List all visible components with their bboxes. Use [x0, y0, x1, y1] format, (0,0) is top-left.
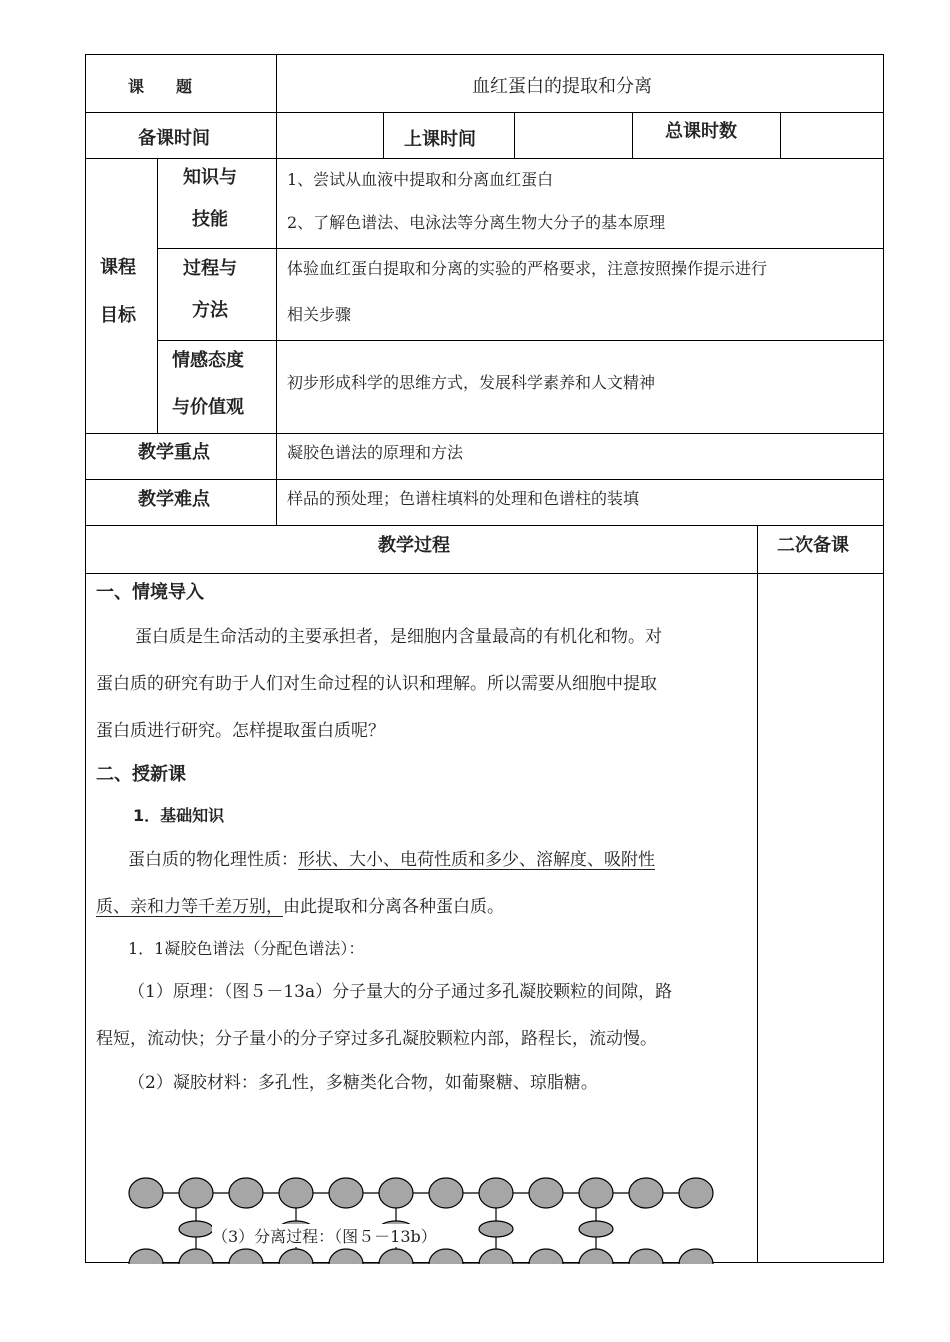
attitude-content-cell [276, 340, 884, 434]
second-prep-header-cell [757, 525, 884, 574]
key-point-content-cell [276, 433, 884, 480]
process-line2: 相关步骤 [287, 305, 352, 324]
knowledge-label-line2: 技能 [192, 209, 228, 230]
gel-bead-bottom [279, 1249, 313, 1264]
sub1-title: 1．基础知识 [133, 806, 225, 825]
prep-time-label: 备课时间 [138, 128, 210, 149]
attitude-label-cell [157, 340, 277, 434]
class-time-label-cell [383, 112, 515, 159]
second-prep-label: 二次备课 [777, 535, 849, 556]
gel-bead-bottom [579, 1249, 613, 1264]
topic-label-cell [85, 54, 277, 113]
process-line1: 体验血红蛋白提取和分离的实验的严格要求，注意按照操作提示进行 [287, 259, 768, 278]
gel-bead-bottom [479, 1249, 513, 1264]
principle-line2: 程短，流动快；分子量小的分子穿过多孔凝胶颗粒内部，路程长，流动慢。 [96, 1029, 657, 1049]
process-label-cell [157, 248, 277, 341]
props-prefix: 蛋白质的物化理性质： [128, 850, 298, 870]
material-line: （2）凝胶材料：多孔性，多糖类化合物，如葡聚糖、琼脂糖。 [128, 1073, 598, 1093]
gel-bead-top [679, 1178, 713, 1208]
gel-bead-bottom [229, 1249, 263, 1264]
props-underlined2: 质、亲和力等千差万别， [96, 897, 283, 917]
gel-bead-top [229, 1178, 263, 1208]
gel-bead-top [579, 1178, 613, 1208]
gel-bead-top [279, 1178, 313, 1208]
class-time-value[interactable] [514, 112, 633, 159]
gel-bead-diagram [86, 574, 759, 1264]
gel-bead-bottom [129, 1249, 163, 1264]
process-label-line1: 过程与 [183, 258, 237, 279]
knowledge-line2: 2、了解色谱法、电泳法等分离生物大分子的基本原理 [287, 213, 666, 232]
process-label-line2: 方法 [192, 300, 228, 321]
gel-bead-bottom [379, 1249, 413, 1264]
process-content-area [85, 573, 758, 1263]
process-content-cell [276, 248, 884, 341]
intro-line3: 蛋白质进行研究。怎样提取蛋白质呢？ [96, 721, 385, 741]
gel-bead-top [529, 1178, 563, 1208]
gel-bead-bottom [529, 1249, 563, 1264]
objectives-label-cell [85, 158, 158, 434]
class-time-label: 上课时间 [404, 129, 476, 150]
intro-line2: 蛋白质的研究有助于人们对生命过程的认识和理解。所以需要从细胞中提取 [96, 674, 657, 694]
gel-bead-top [379, 1178, 413, 1208]
gel-bead-top [629, 1178, 663, 1208]
gel-crosslink-bead [179, 1221, 213, 1237]
props-suffix: 由此提取和分离各种蛋白质。 [283, 897, 504, 917]
gel-bead-bottom [629, 1249, 663, 1264]
gel-bead-top [479, 1178, 513, 1208]
difficulty-label-cell [85, 479, 277, 526]
gel-crosslink-bead [579, 1221, 613, 1237]
key-point-label-cell [85, 433, 277, 480]
total-hours-label: 总课时数 [665, 121, 737, 142]
process-header-cell [85, 525, 758, 574]
attitude-text: 初步形成科学的思维方式，发展科学素养和人文精神 [287, 373, 656, 392]
total-hours-label-cell [632, 112, 781, 159]
second-prep-column[interactable] [757, 573, 884, 1263]
gel-crosslink-bead [479, 1221, 513, 1237]
total-hours-value[interactable] [780, 112, 884, 159]
difficulty-label: 教学难点 [138, 489, 210, 510]
gel-bead-bottom [429, 1249, 463, 1264]
knowledge-line1: 1、尝试从血液中提取和分离血红蛋白 [287, 170, 554, 189]
separation-line: （3）分离过程：（图５－13b） [212, 1224, 437, 1247]
principle-line1: （1）原理：（图５－13a）分子量大的分子通过多孔凝胶颗粒的间隙，路 [128, 982, 673, 1002]
props-underlined1: 形状、大小、电荷性质和多少、溶解度、吸附性 [298, 850, 655, 870]
difficulty-content-cell [276, 479, 884, 526]
section1-title: 一、情境导入 [96, 582, 204, 603]
gel-bead-top [179, 1178, 213, 1208]
gel-title: 1．1凝胶色谱法（分配色谱法）： [128, 939, 365, 958]
gel-bead-bottom [679, 1249, 713, 1264]
lesson-plan-table [85, 54, 884, 1263]
objectives-label-line1: 课程 [100, 257, 136, 278]
attitude-label-line2: 与价值观 [172, 397, 244, 418]
knowledge-label-cell [157, 158, 277, 249]
intro-line1: 蛋白质是生命活动的主要承担者，是细胞内含量最高的有机化和物。对 [135, 627, 662, 647]
gel-bead-top [329, 1178, 363, 1208]
knowledge-content-cell [276, 158, 884, 249]
attitude-label-line1: 情感态度 [172, 350, 244, 371]
gel-bead-top [429, 1178, 463, 1208]
gel-bead-bottom [329, 1249, 363, 1264]
topic-value-cell [276, 54, 884, 113]
objectives-label-line2: 目标 [100, 305, 136, 326]
section2-title: 二、授新课 [96, 764, 186, 785]
process-header-label: 教学过程 [378, 535, 450, 556]
topic-value: 血红蛋白的提取和分离 [472, 76, 652, 97]
prep-time-label-cell [85, 112, 277, 159]
knowledge-label-line1: 知识与 [183, 167, 237, 188]
prep-time-value[interactable] [276, 112, 384, 159]
gel-bead-top [129, 1178, 163, 1208]
topic-label: 课 题 [128, 77, 193, 96]
key-point-label: 教学重点 [138, 442, 210, 463]
key-point-text: 凝胶色谱法的原理和方法 [287, 443, 464, 462]
difficulty-text: 样品的预处理；色谱柱填料的处理和色谱柱的装填 [287, 489, 640, 508]
gel-bead-bottom [179, 1249, 213, 1264]
